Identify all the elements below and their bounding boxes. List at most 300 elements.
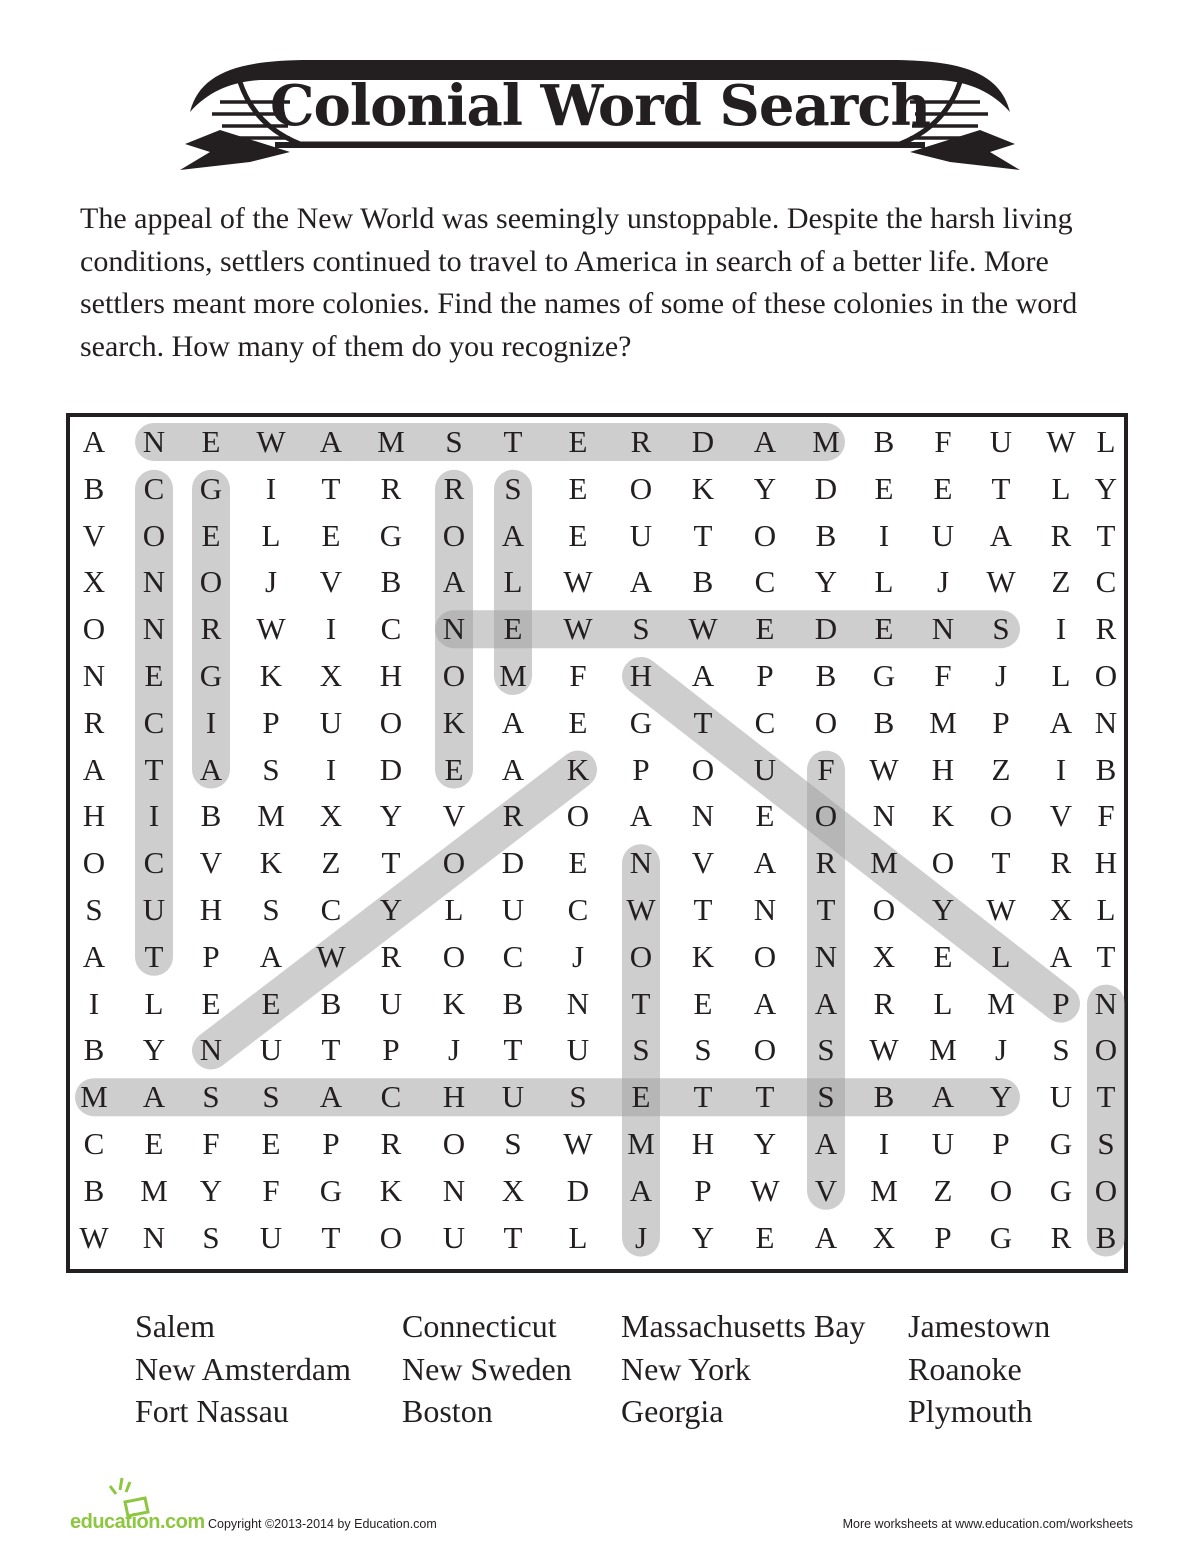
grid-letter[interactable]: S <box>445 424 463 459</box>
grid-letter[interactable]: T <box>1096 517 1116 553</box>
grid-letter[interactable]: L <box>933 985 953 1021</box>
grid-letter[interactable]: I <box>1055 751 1067 787</box>
grid-letter[interactable]: A <box>753 424 777 459</box>
grid-letter[interactable]: O <box>753 1032 777 1068</box>
grid-letter[interactable]: O <box>82 611 106 647</box>
grid-letter[interactable]: B <box>1095 751 1117 787</box>
grid-letter[interactable]: F <box>817 751 835 787</box>
grid-letter[interactable]: K <box>259 658 283 693</box>
grid-letter[interactable]: G <box>379 517 403 553</box>
grid-letter[interactable]: T <box>991 845 1011 881</box>
grid-letter[interactable]: O <box>442 845 466 881</box>
grid-letter[interactable]: C <box>754 704 776 740</box>
grid-letter[interactable]: A <box>259 938 283 974</box>
grid-letter[interactable]: W <box>626 892 656 927</box>
grid-letter[interactable]: Z <box>933 1172 953 1208</box>
grid-letter[interactable]: O <box>629 938 653 974</box>
grid-letter[interactable]: K <box>691 938 715 974</box>
grid-letter[interactable]: U <box>753 751 777 787</box>
grid-letter[interactable]: V <box>319 564 343 600</box>
grid-letter[interactable]: C <box>502 938 524 974</box>
grid-letter[interactable]: M <box>987 985 1015 1021</box>
grid-letter[interactable]: D <box>566 1172 590 1208</box>
grid-letter[interactable]: W <box>563 564 593 600</box>
grid-letter[interactable]: F <box>569 658 587 693</box>
grid-letter[interactable]: Y <box>379 798 403 834</box>
grid-letter[interactable]: K <box>442 704 466 740</box>
grid-letter[interactable]: S <box>817 1079 835 1115</box>
grid-letter[interactable]: T <box>693 892 713 927</box>
grid-letter[interactable]: O <box>931 845 955 881</box>
grid-letter[interactable]: Y <box>691 1219 715 1255</box>
grid-letter[interactable]: A <box>814 1126 838 1161</box>
grid-letter[interactable]: T <box>321 1032 341 1068</box>
grid-letter[interactable]: M <box>929 704 957 740</box>
grid-letter[interactable]: T <box>321 470 341 506</box>
grid-letter[interactable]: T <box>693 704 713 740</box>
grid-letter[interactable]: A <box>1049 704 1073 740</box>
grid-letter[interactable]: S <box>504 1126 522 1161</box>
grid-letter[interactable]: O <box>1094 1032 1118 1068</box>
grid-letter[interactable]: U <box>501 1079 525 1115</box>
grid-letter[interactable]: N <box>629 845 653 881</box>
grid-letter[interactable]: M <box>870 1172 898 1208</box>
grid-letter[interactable]: R <box>380 470 402 506</box>
grid-letter[interactable]: U <box>931 517 955 553</box>
grid-letter[interactable]: Y <box>1094 470 1118 506</box>
grid-letter[interactable]: A <box>753 845 777 881</box>
grid-letter[interactable]: E <box>755 611 775 647</box>
grid-letter[interactable]: B <box>320 985 342 1021</box>
grid-letter[interactable]: G <box>629 704 653 740</box>
grid-letter[interactable]: X <box>82 564 106 600</box>
grid-letter[interactable]: N <box>566 985 590 1021</box>
grid-letter[interactable]: X <box>1049 892 1073 927</box>
grid-letter[interactable]: I <box>1055 611 1067 647</box>
grid-letter[interactable]: A <box>82 938 106 974</box>
grid-letter[interactable]: N <box>142 564 166 600</box>
grid-letter[interactable]: S <box>1097 1126 1115 1161</box>
grid-letter[interactable]: O <box>442 517 466 553</box>
grid-letter[interactable]: F <box>934 658 952 693</box>
grid-letter[interactable]: T <box>991 470 1011 506</box>
grid-letter[interactable]: P <box>262 704 280 740</box>
grid-letter[interactable]: E <box>874 611 894 647</box>
grid-letter[interactable]: H <box>442 1079 466 1115</box>
grid-letter[interactable]: N <box>753 892 777 927</box>
grid-letter[interactable]: X <box>319 658 343 693</box>
grid-letter[interactable]: M <box>870 845 898 881</box>
grid-letter[interactable]: R <box>1095 611 1117 647</box>
grid-letter[interactable]: G <box>319 1172 343 1208</box>
grid-letter[interactable]: O <box>442 658 466 693</box>
grid-letter[interactable]: U <box>629 517 653 553</box>
grid-letter[interactable]: R <box>380 1126 402 1161</box>
grid-letter[interactable]: T <box>503 424 523 459</box>
grid-letter[interactable]: A <box>1049 938 1073 974</box>
grid-letter[interactable]: R <box>1050 845 1072 881</box>
grid-letter[interactable]: E <box>444 751 464 787</box>
grid-letter[interactable]: W <box>316 938 346 974</box>
grid-letter[interactable]: M <box>377 424 405 459</box>
grid-letter[interactable]: S <box>504 470 522 506</box>
grid-letter[interactable]: S <box>202 1219 220 1255</box>
grid-letter[interactable]: P <box>632 751 650 787</box>
grid-letter[interactable]: A <box>814 985 838 1021</box>
grid-letter[interactable]: Y <box>753 1126 777 1161</box>
grid-letter[interactable]: S <box>262 1079 280 1115</box>
grid-letter[interactable]: C <box>143 845 165 881</box>
grid-letter[interactable]: B <box>692 564 714 600</box>
grid-letter[interactable]: O <box>142 517 166 553</box>
grid-letter[interactable]: H <box>691 1126 715 1161</box>
grid-letter[interactable]: W <box>563 611 593 647</box>
grid-letter[interactable]: R <box>815 845 837 881</box>
grid-letter[interactable]: G <box>1049 1126 1073 1161</box>
grid-letter[interactable]: R <box>630 424 652 459</box>
grid-letter[interactable]: S <box>262 892 280 927</box>
grid-letter[interactable]: S <box>85 892 103 927</box>
grid-letter[interactable]: M <box>812 424 840 459</box>
grid-letter[interactable]: W <box>869 1032 899 1068</box>
grid-letter[interactable]: V <box>814 1172 838 1208</box>
grid-letter[interactable]: A <box>82 751 106 787</box>
grid-letter[interactable]: O <box>82 845 106 881</box>
grid-letter[interactable]: W <box>986 892 1016 927</box>
grid-letter[interactable]: N <box>199 1032 223 1068</box>
grid-letter[interactable]: N <box>442 1172 466 1208</box>
grid-letter[interactable]: J <box>571 938 585 974</box>
grid-letter[interactable]: B <box>873 424 895 459</box>
grid-letter[interactable]: W <box>869 751 899 787</box>
grid-letter[interactable]: Z <box>991 751 1011 787</box>
grid-letter[interactable]: O <box>379 1219 403 1255</box>
grid-letter[interactable]: N <box>872 798 896 834</box>
grid-letter[interactable]: J <box>994 1032 1008 1068</box>
grid-letter[interactable]: A <box>629 564 653 600</box>
grid-letter[interactable]: E <box>568 704 588 740</box>
grid-letter[interactable]: H <box>379 658 403 693</box>
grid-letter[interactable]: E <box>144 1126 164 1161</box>
grid-letter[interactable]: L <box>1051 470 1071 506</box>
grid-letter[interactable]: L <box>568 1219 588 1255</box>
grid-letter[interactable]: T <box>693 1079 713 1115</box>
grid-letter[interactable]: Y <box>142 1032 166 1068</box>
grid-letter[interactable]: A <box>691 658 715 693</box>
grid-letter[interactable]: Y <box>931 892 955 927</box>
grid-letter[interactable]: E <box>755 798 775 834</box>
grid-letter[interactable]: E <box>201 985 221 1021</box>
grid-letter[interactable]: N <box>814 938 838 974</box>
grid-letter[interactable]: X <box>872 1219 896 1255</box>
grid-letter[interactable]: G <box>989 1219 1013 1255</box>
grid-letter[interactable]: K <box>566 751 590 787</box>
grid-letter[interactable]: I <box>148 798 160 834</box>
grid-letter[interactable]: A <box>501 751 525 787</box>
grid-letter[interactable]: P <box>934 1219 952 1255</box>
grid-letter[interactable]: P <box>382 1032 400 1068</box>
grid-letter[interactable]: P <box>992 704 1010 740</box>
grid-letter[interactable]: M <box>627 1126 655 1161</box>
grid-letter[interactable]: H <box>199 892 223 927</box>
grid-letter[interactable]: E <box>201 517 221 553</box>
grid-letter[interactable]: B <box>1095 1219 1117 1255</box>
grid-letter[interactable]: A <box>629 1172 653 1208</box>
grid-letter[interactable]: L <box>1096 424 1116 459</box>
grid-letter[interactable]: R <box>83 704 105 740</box>
grid-letter[interactable]: H <box>1094 845 1118 881</box>
grid-letter[interactable]: U <box>142 892 166 927</box>
grid-letter[interactable]: E <box>503 611 523 647</box>
grid-letter[interactable]: O <box>379 704 403 740</box>
grid-letter[interactable]: A <box>629 798 653 834</box>
grid-letter[interactable]: E <box>568 517 588 553</box>
grid-letter[interactable]: K <box>691 470 715 506</box>
grid-letter[interactable]: G <box>1049 1172 1073 1208</box>
grid-letter[interactable]: H <box>629 658 653 693</box>
grid-letter[interactable]: U <box>259 1032 283 1068</box>
grid-letter[interactable]: E <box>693 985 713 1021</box>
grid-letter[interactable]: U <box>379 985 403 1021</box>
grid-letter[interactable]: B <box>815 517 837 553</box>
grid-letter[interactable]: O <box>566 798 590 834</box>
grid-letter[interactable]: S <box>262 751 280 787</box>
grid-letter[interactable]: X <box>872 938 896 974</box>
grid-letter[interactable]: U <box>566 1032 590 1068</box>
grid-letter[interactable]: P <box>202 938 220 974</box>
grid-letter[interactable]: S <box>202 1079 220 1115</box>
grid-letter[interactable]: L <box>261 517 281 553</box>
grid-letter[interactable]: W <box>563 1126 593 1161</box>
grid-letter[interactable]: P <box>756 658 774 693</box>
grid-letter[interactable]: O <box>442 938 466 974</box>
grid-letter[interactable]: T <box>755 1079 775 1115</box>
grid-letter[interactable]: R <box>1050 1219 1072 1255</box>
grid-letter[interactable]: W <box>986 564 1016 600</box>
grid-letter[interactable]: O <box>199 564 223 600</box>
grid-letter[interactable]: X <box>319 798 343 834</box>
grid-letter[interactable]: C <box>1095 564 1117 600</box>
grid-letter[interactable]: E <box>261 1126 281 1161</box>
grid-letter[interactable]: N <box>82 658 106 693</box>
grid-letter[interactable]: H <box>931 751 955 787</box>
grid-letter[interactable]: E <box>755 1219 775 1255</box>
grid-letter[interactable]: O <box>872 892 896 927</box>
grid-letter[interactable]: E <box>933 938 953 974</box>
grid-letter[interactable]: U <box>319 704 343 740</box>
grid-letter[interactable]: U <box>501 892 525 927</box>
grid-letter[interactable]: T <box>144 751 164 787</box>
grid-letter[interactable]: I <box>88 985 100 1021</box>
grid-letter[interactable]: A <box>814 1219 838 1255</box>
grid-letter[interactable]: S <box>632 1032 650 1068</box>
grid-letter[interactable]: E <box>321 517 341 553</box>
grid-letter[interactable]: M <box>499 658 527 693</box>
grid-letter[interactable]: S <box>817 1032 835 1068</box>
grid-letter[interactable]: A <box>501 517 525 553</box>
grid-letter[interactable]: O <box>629 470 653 506</box>
grid-letter[interactable]: A <box>199 751 223 787</box>
grid-letter[interactable]: D <box>501 845 525 881</box>
grid-letter[interactable]: B <box>83 1032 105 1068</box>
grid-letter[interactable]: J <box>936 564 950 600</box>
grid-letter[interactable]: D <box>379 751 403 787</box>
grid-letter[interactable]: B <box>83 1172 105 1208</box>
grid-letter[interactable]: A <box>501 704 525 740</box>
grid-letter[interactable]: Y <box>379 892 403 927</box>
grid-letter[interactable]: K <box>442 985 466 1021</box>
grid-letter[interactable]: O <box>753 517 777 553</box>
grid-letter[interactable]: A <box>989 517 1013 553</box>
grid-letter[interactable]: O <box>753 938 777 974</box>
grid-letter[interactable]: O <box>814 798 838 834</box>
grid-letter[interactable]: K <box>379 1172 403 1208</box>
grid-letter[interactable]: M <box>80 1079 108 1115</box>
grid-letter[interactable]: C <box>567 892 589 927</box>
grid-letter[interactable]: E <box>261 985 281 1021</box>
grid-letter[interactable]: K <box>259 845 283 881</box>
grid-letter[interactable]: G <box>199 658 223 693</box>
grid-letter[interactable]: I <box>265 470 277 506</box>
grid-letter[interactable]: S <box>694 1032 712 1068</box>
grid-letter[interactable]: A <box>442 564 466 600</box>
grid-letter[interactable]: S <box>569 1079 587 1115</box>
grid-letter[interactable]: C <box>380 1079 402 1115</box>
grid-letter[interactable]: V <box>199 845 223 881</box>
grid-letter[interactable]: R <box>1050 517 1072 553</box>
grid-letter[interactable]: O <box>1094 1172 1118 1208</box>
grid-letter[interactable]: Y <box>199 1172 223 1208</box>
grid-letter[interactable]: A <box>319 424 343 459</box>
grid-letter[interactable]: I <box>878 517 890 553</box>
grid-letter[interactable]: N <box>142 424 166 459</box>
grid-letter[interactable]: B <box>380 564 402 600</box>
grid-letter[interactable]: E <box>568 845 588 881</box>
grid-letter[interactable]: T <box>144 938 164 974</box>
grid-letter[interactable]: M <box>929 1032 957 1068</box>
grid-letter[interactable]: E <box>201 424 221 459</box>
grid-letter[interactable]: S <box>632 611 650 647</box>
grid-letter[interactable]: N <box>442 611 466 647</box>
grid-letter[interactable]: A <box>753 985 777 1021</box>
grid-letter[interactable]: U <box>259 1219 283 1255</box>
grid-letter[interactable]: T <box>816 892 836 927</box>
grid-letter[interactable]: T <box>631 985 651 1021</box>
grid-letter[interactable]: S <box>1052 1032 1070 1068</box>
grid-letter[interactable]: B <box>815 658 837 693</box>
grid-letter[interactable]: L <box>503 564 523 600</box>
grid-letter[interactable]: K <box>931 798 955 834</box>
grid-letter[interactable]: W <box>750 1172 780 1208</box>
grid-letter[interactable]: L <box>874 564 894 600</box>
grid-letter[interactable]: T <box>1096 1079 1116 1115</box>
grid-letter[interactable]: C <box>320 892 342 927</box>
grid-letter[interactable]: U <box>989 424 1013 459</box>
grid-letter[interactable]: P <box>694 1172 712 1208</box>
grid-letter[interactable]: O <box>442 1126 466 1161</box>
grid-letter[interactable]: F <box>934 424 952 459</box>
grid-letter[interactable]: O <box>989 798 1013 834</box>
grid-letter[interactable]: T <box>381 845 401 881</box>
grid-letter[interactable]: B <box>502 985 524 1021</box>
grid-letter[interactable]: V <box>1049 798 1073 834</box>
grid-letter[interactable]: E <box>568 470 588 506</box>
grid-letter[interactable]: T <box>1096 938 1116 974</box>
more-worksheets-link[interactable]: More worksheets at www.education.com/worksheets <box>842 1517 1133 1531</box>
grid-letter[interactable]: C <box>380 611 402 647</box>
grid-letter[interactable]: F <box>1097 798 1115 834</box>
grid-letter[interactable]: L <box>144 985 164 1021</box>
grid-letter[interactable]: W <box>1046 424 1076 459</box>
grid-letter[interactable]: L <box>1051 658 1071 693</box>
grid-letter[interactable]: F <box>202 1126 220 1161</box>
grid-letter[interactable]: E <box>874 470 894 506</box>
grid-letter[interactable]: O <box>691 751 715 787</box>
grid-letter[interactable]: R <box>443 470 465 506</box>
grid-letter[interactable]: U <box>1049 1079 1073 1115</box>
grid-letter[interactable]: C <box>143 470 165 506</box>
grid-letter[interactable]: T <box>503 1032 523 1068</box>
grid-letter[interactable]: M <box>140 1172 168 1208</box>
grid-letter[interactable]: V <box>82 517 106 553</box>
grid-letter[interactable]: P <box>1052 985 1070 1021</box>
grid-letter[interactable]: B <box>873 1079 895 1115</box>
grid-letter[interactable]: L <box>991 938 1011 974</box>
grid-letter[interactable]: A <box>319 1079 343 1115</box>
grid-letter[interactable]: U <box>442 1219 466 1255</box>
grid-letter[interactable]: B <box>83 470 105 506</box>
grid-letter[interactable]: R <box>502 798 524 834</box>
grid-letter[interactable]: B <box>873 704 895 740</box>
grid-letter[interactable]: Y <box>753 470 777 506</box>
grid-letter[interactable]: S <box>992 611 1010 647</box>
grid-letter[interactable]: W <box>256 611 286 647</box>
grid-letter[interactable]: N <box>691 798 715 834</box>
grid-letter[interactable]: E <box>568 424 588 459</box>
grid-letter[interactable]: L <box>1096 892 1116 927</box>
grid-letter[interactable]: A <box>142 1079 166 1115</box>
grid-letter[interactable]: R <box>200 611 222 647</box>
grid-letter[interactable]: A <box>931 1079 955 1115</box>
grid-letter[interactable]: W <box>256 424 286 459</box>
grid-letter[interactable]: N <box>142 611 166 647</box>
grid-letter[interactable]: N <box>931 611 955 647</box>
grid-letter[interactable]: B <box>200 798 222 834</box>
grid-letter[interactable]: M <box>257 798 285 834</box>
grid-letter[interactable]: U <box>931 1126 955 1161</box>
grid-letter[interactable]: J <box>634 1219 648 1255</box>
grid-letter[interactable]: D <box>814 611 838 647</box>
grid-letter[interactable]: H <box>82 798 106 834</box>
grid-letter[interactable]: F <box>262 1172 280 1208</box>
grid-letter[interactable]: E <box>631 1079 651 1115</box>
grid-letter[interactable]: I <box>205 704 217 740</box>
grid-letter[interactable]: I <box>325 751 337 787</box>
grid-letter[interactable]: D <box>691 424 715 459</box>
grid-letter[interactable]: O <box>814 704 838 740</box>
grid-letter[interactable]: J <box>994 658 1008 693</box>
grid-letter[interactable]: C <box>754 564 776 600</box>
grid-letter[interactable]: N <box>1094 985 1118 1021</box>
grid-letter[interactable]: P <box>322 1126 340 1161</box>
grid-letter[interactable]: R <box>873 985 895 1021</box>
grid-letter[interactable]: N <box>142 1219 166 1255</box>
grid-letter[interactable]: L <box>444 892 464 927</box>
grid-letter[interactable]: W <box>688 611 718 647</box>
grid-letter[interactable]: W <box>79 1219 109 1255</box>
grid-letter[interactable]: T <box>503 1219 523 1255</box>
grid-letter[interactable]: O <box>1094 658 1118 693</box>
